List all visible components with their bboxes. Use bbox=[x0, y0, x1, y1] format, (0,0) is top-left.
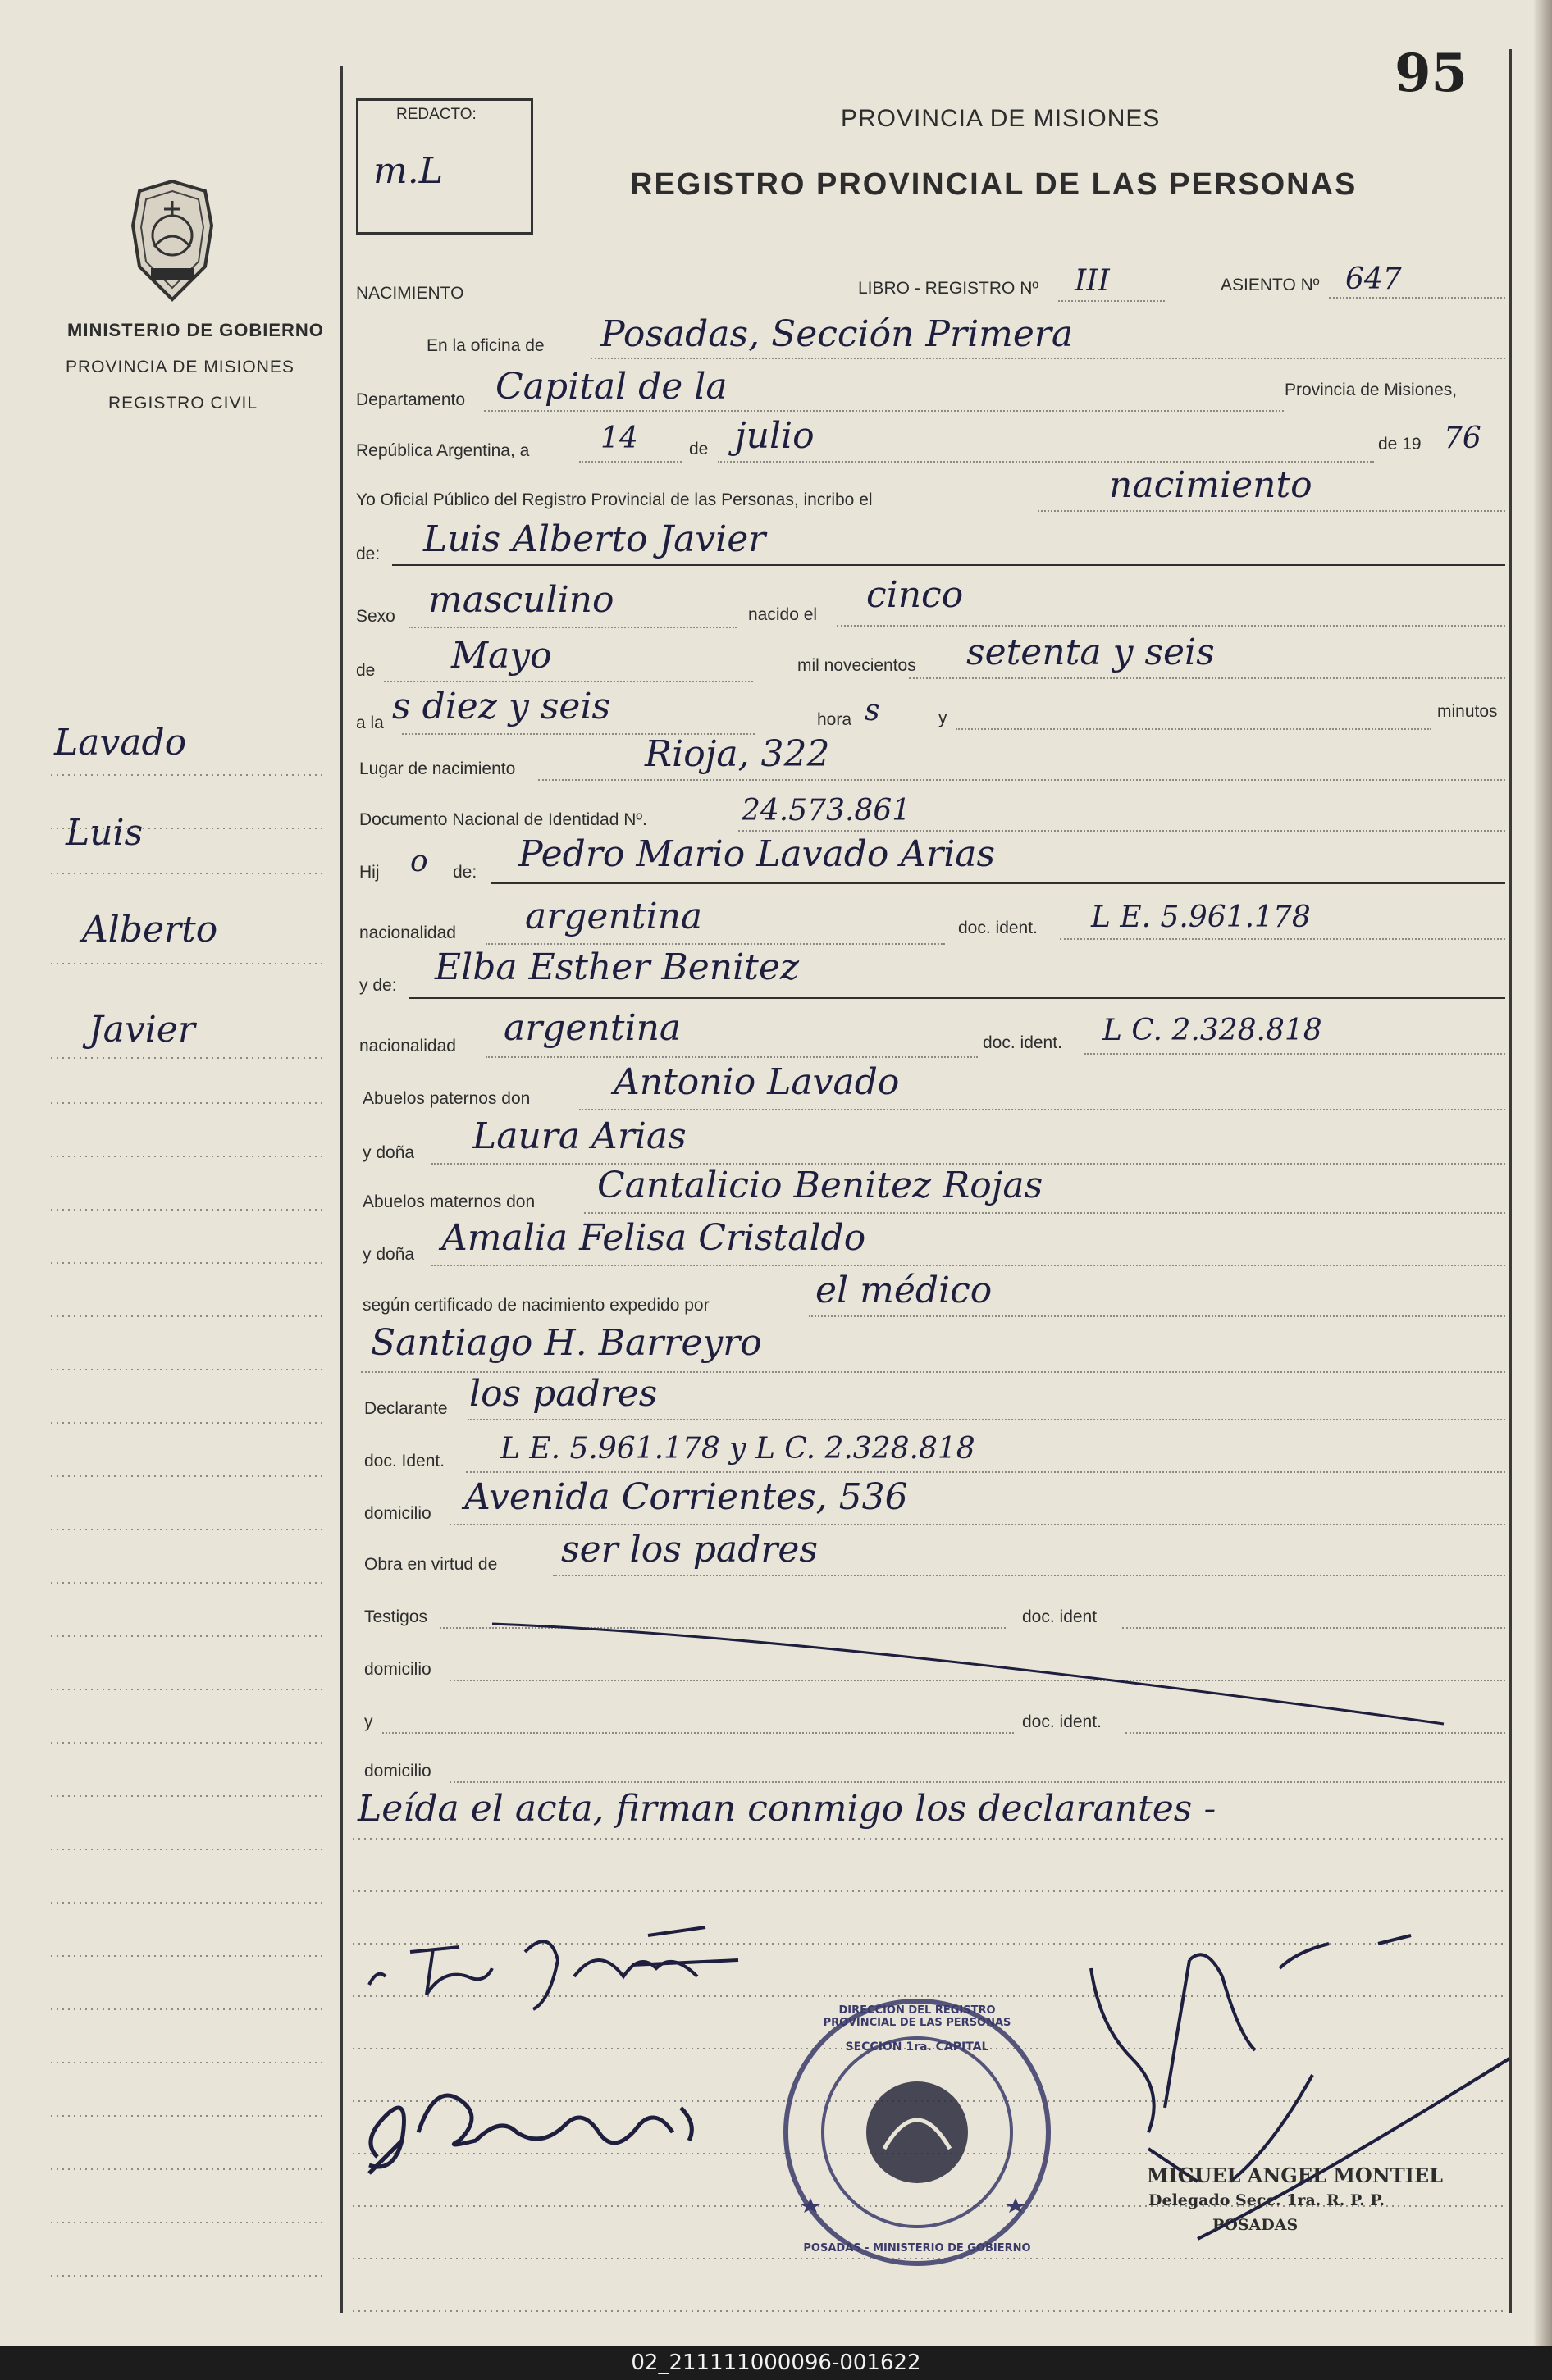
ydona2-label: y doña bbox=[363, 1245, 415, 1264]
horas-value: s bbox=[865, 694, 880, 727]
year-label: de 19 bbox=[1378, 435, 1422, 454]
nac2-line bbox=[486, 1056, 978, 1058]
lugar-line bbox=[538, 779, 1505, 781]
sexo-line bbox=[409, 627, 737, 628]
month-de-label: de bbox=[689, 440, 709, 458]
official-seal-icon bbox=[778, 1993, 1057, 2272]
domicilio-line bbox=[450, 1524, 1505, 1525]
header-province: PROVINCIA DE MISIONES bbox=[841, 105, 1161, 132]
name-line bbox=[392, 564, 1505, 566]
docident-line bbox=[466, 1471, 1505, 1473]
doc2-line bbox=[1084, 1053, 1505, 1055]
departamento-value: Capital de la bbox=[495, 366, 728, 408]
republica-label: República Argentina, a bbox=[356, 441, 530, 460]
departamento-line bbox=[484, 410, 1284, 412]
record-type-label: NACIMIENTO bbox=[356, 284, 464, 303]
docident-value: L E. 5.961.178 y L C. 2.328.818 bbox=[500, 1432, 975, 1466]
libro-value: III bbox=[1075, 264, 1110, 298]
alas-value: s diez y seis bbox=[392, 686, 611, 727]
abm-value: Cantalicio Benitez Rojas bbox=[597, 1165, 1043, 1206]
margin-note-line3: Alberto bbox=[82, 909, 218, 951]
dni-value: 24.573.861 bbox=[742, 794, 911, 828]
domicilio3-line bbox=[450, 1781, 1505, 1783]
declarante-value: los padres bbox=[469, 1373, 658, 1415]
yde-label: y de: bbox=[359, 976, 397, 995]
lugar-value: Rioja, 322 bbox=[645, 733, 830, 775]
nac2-label: nacionalidad bbox=[359, 1037, 456, 1055]
domicilio-label: domicilio bbox=[364, 1504, 431, 1523]
abp-label: Abuelos paternos don bbox=[363, 1089, 531, 1108]
obra-value: ser los padres bbox=[561, 1529, 818, 1571]
page-number: 95 bbox=[1395, 43, 1468, 104]
mother-value: Elba Esther Benitez bbox=[435, 946, 800, 988]
doc1-value: L E. 5.961.178 bbox=[1091, 900, 1311, 934]
margin-ruled-lines bbox=[0, 0, 340, 2346]
father-value: Pedro Mario Lavado Arias bbox=[518, 833, 996, 875]
nacido-label: nacido el bbox=[748, 605, 818, 624]
abp-value: Antonio Lavado bbox=[614, 1061, 900, 1103]
nacido-value: cinco bbox=[866, 574, 964, 616]
dni-line bbox=[738, 830, 1505, 832]
ydona1-label: y doña bbox=[363, 1143, 415, 1162]
docident2-label: doc. ident bbox=[1022, 1607, 1098, 1626]
doc1-line bbox=[1060, 938, 1505, 940]
nac1-value: argentina bbox=[525, 896, 703, 937]
redacto-initials: m.L bbox=[373, 150, 443, 192]
obra-label: Obra en virtud de bbox=[364, 1555, 498, 1574]
official-city: POSADAS bbox=[1212, 2216, 1299, 2234]
form-left-border bbox=[340, 66, 343, 2313]
doc2-value: L C. 2.328.818 bbox=[1102, 1014, 1322, 1047]
nac1-label: nacionalidad bbox=[359, 923, 456, 942]
day-value: 14 bbox=[600, 422, 638, 455]
cert-value2: Santiago H. Barreyro bbox=[371, 1322, 762, 1364]
alas-label: a la bbox=[356, 714, 384, 732]
docident3-label: doc. ident. bbox=[1022, 1712, 1102, 1731]
asiento-value: 647 bbox=[1345, 262, 1402, 296]
official-seal bbox=[778, 1993, 1057, 2276]
hijo-de-label: de: bbox=[453, 863, 477, 882]
domicilio2-label: domicilio bbox=[364, 1660, 431, 1679]
minutos-line bbox=[956, 728, 1431, 730]
page-edge-shadow bbox=[1534, 0, 1552, 2346]
sexo-label: Sexo bbox=[356, 607, 395, 626]
abm-label: Abuelos maternos don bbox=[363, 1192, 536, 1211]
oficina-line bbox=[591, 358, 1505, 359]
year-value: 76 bbox=[1444, 422, 1481, 455]
domicilio3-label: domicilio bbox=[364, 1762, 431, 1780]
domicilio-value: Avenida Corrientes, 536 bbox=[464, 1476, 908, 1518]
margin-note-line4: Javier bbox=[89, 1009, 195, 1051]
seal-bottom-text: POSADAS - MINISTERIO DE GOBIERNO bbox=[803, 2242, 1031, 2255]
mil-line bbox=[909, 677, 1505, 679]
oficial-line bbox=[1038, 510, 1505, 512]
seal-top-text: DIRECCION DEL REGISTRO PROVINCIAL DE LAS PERSONAS bbox=[823, 2004, 1011, 2029]
asiento-label: ASIENTO Nº bbox=[1221, 276, 1320, 294]
ministry-line3: REGISTRO CIVIL bbox=[108, 394, 258, 413]
nacido-line bbox=[837, 625, 1505, 627]
cert-label: según certificado de nacimiento expedido por bbox=[363, 1296, 710, 1315]
mil-value: setenta y seis bbox=[966, 631, 1215, 673]
margin-note-line2: Luis bbox=[66, 812, 144, 854]
asiento-line bbox=[1329, 297, 1505, 299]
name-de-label: de: bbox=[356, 545, 381, 563]
nac1-line bbox=[486, 943, 945, 945]
mes-value: Mayo bbox=[451, 635, 552, 677]
seal-middle-text: SECCION 1ra. CAPITAL bbox=[845, 2040, 989, 2054]
nac2-value: argentina bbox=[504, 1007, 682, 1049]
header-title: REGISTRO PROVINCIAL DE LAS PERSONAS bbox=[630, 167, 1358, 202]
left-margin bbox=[0, 0, 340, 2346]
hijo-suffix: o bbox=[410, 845, 428, 878]
image-caption: 02_211111000096-001622 bbox=[631, 2350, 921, 2375]
oficina-value: Posadas, Sección Primera bbox=[600, 313, 1074, 355]
horas-label: hora bbox=[817, 710, 852, 729]
oficina-label: En la oficina de bbox=[427, 336, 545, 355]
father-line bbox=[491, 882, 1505, 884]
provincia-label: Provincia de Misiones, bbox=[1285, 381, 1458, 399]
oficial-label: Yo Oficial Público del Registro Provincial de las Personas, incribo el bbox=[356, 490, 873, 509]
dni-label: Documento Nacional de Identidad Nº. bbox=[359, 810, 647, 829]
month-value: julio bbox=[735, 415, 815, 457]
mes-line bbox=[384, 681, 753, 682]
libro-line bbox=[1058, 300, 1165, 302]
ydona2-value: Amalia Felisa Cristaldo bbox=[441, 1217, 866, 1259]
ministry-line2: PROVINCIA DE MISIONES bbox=[66, 358, 294, 376]
hijo-label: Hij bbox=[359, 863, 380, 882]
y2-label: y bbox=[364, 1712, 373, 1731]
declarante-label: Declarante bbox=[364, 1399, 448, 1418]
y-label: y bbox=[938, 709, 947, 727]
redacto-label: REDACTO: bbox=[396, 106, 477, 123]
doc1-label: doc. ident. bbox=[958, 919, 1038, 937]
testigos-strike bbox=[484, 1616, 1550, 1747]
abp-line bbox=[579, 1109, 1505, 1110]
redacto-box bbox=[356, 98, 533, 235]
doc2-label: doc. ident. bbox=[983, 1033, 1062, 1052]
signature-declarant-1 bbox=[361, 1919, 755, 2018]
official-name: MIGUEL ANGEL MONTIEL bbox=[1147, 2163, 1443, 2187]
day-line bbox=[579, 461, 682, 463]
mother-line bbox=[409, 997, 1505, 999]
sexo-value: masculino bbox=[428, 579, 614, 621]
month-line bbox=[718, 461, 1374, 463]
testigos-label: Testigos bbox=[364, 1607, 428, 1626]
docident-label: doc. Ident. bbox=[364, 1452, 445, 1470]
signature-declarant-2 bbox=[353, 2059, 730, 2182]
oficial-value: nacimiento bbox=[1109, 464, 1312, 506]
ydona2-line bbox=[431, 1265, 1505, 1266]
ministry-line1: MINISTERIO DE GOBIERNO bbox=[67, 320, 324, 340]
ydona1-value: Laura Arias bbox=[472, 1115, 687, 1157]
departamento-label: Departamento bbox=[356, 390, 466, 409]
obra-line bbox=[553, 1575, 1505, 1576]
closing-value: Leída el acta, firman conmigo los declarantes - bbox=[358, 1788, 1216, 1830]
cert-line bbox=[809, 1315, 1505, 1317]
official-role: Delegado Secc. 1ra. R. P. P. bbox=[1148, 2191, 1385, 2209]
declarante-line bbox=[468, 1419, 1505, 1420]
mil-label: mil novecientos bbox=[797, 656, 916, 675]
libro-label: LIBRO - REGISTRO Nº bbox=[858, 279, 1039, 298]
cert-value: el médico bbox=[815, 1270, 993, 1311]
margin-note-line1: Lavado bbox=[54, 722, 187, 764]
lugar-label: Lugar de nacimiento bbox=[359, 759, 516, 778]
mes-de-label: de bbox=[356, 661, 376, 680]
child-name-value: Luis Alberto Javier bbox=[423, 518, 766, 560]
abm-line bbox=[584, 1212, 1505, 1214]
minutos-label: minutos bbox=[1437, 702, 1498, 721]
